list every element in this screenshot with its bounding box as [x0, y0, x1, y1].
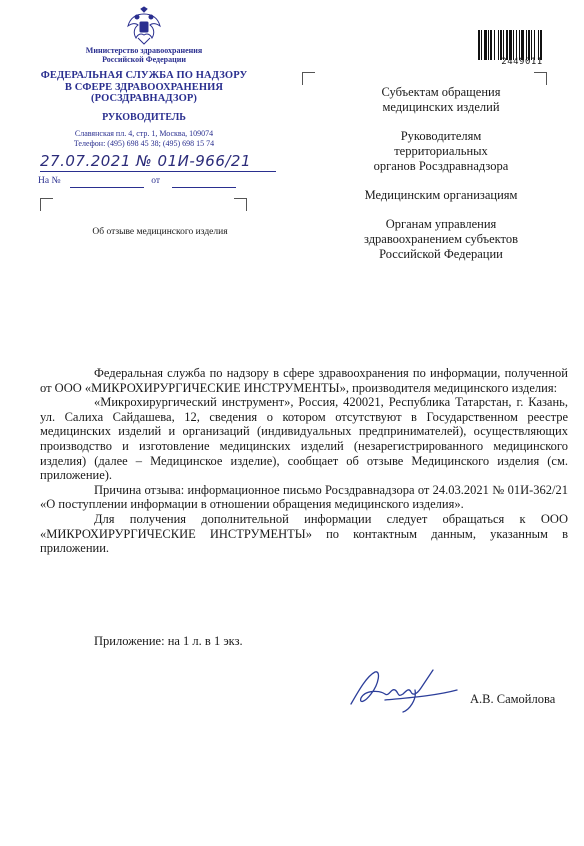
barcode-number: 2449011 — [501, 57, 543, 67]
corner-mark — [40, 198, 53, 211]
addressee-block: Руководителям территориальных органов Росздравнадзора — [373, 129, 509, 173]
barcode-icon — [478, 30, 566, 60]
service-name: ФЕДЕРАЛЬНАЯ СЛУЖБА ПО НАДЗОРУ В СФЕРЕ ЗДРАВООХРАНЕНИЯ (РОСЗДРАВНАДЗОР) — [40, 70, 248, 104]
addressee-block: Медицинским организациям — [364, 188, 518, 202]
addressee-block: Субъектам обращения медицинских изделий — [381, 85, 501, 114]
letter-body — [40, 366, 568, 556]
paragraph: Причина отзыва: информационное письмо Росздравнадзора от 24.03.2021 № 01И-362/21 «О поступлении информации в отношении обращения медицинского изделия». — [40, 482, 568, 512]
paragraph: Для получения дополнительной информации следует обращаться к ООО «МИКРОХИРУРГИЧЕСКИЕ ИНСТРУМЕНТЫ» по контактным данным, указанным в приложении. — [40, 511, 568, 556]
addressee-block: Органам управления здравоохранением субъектов Российской Федерации — [363, 217, 518, 261]
address: Славянская пл. 4, стр. 1, Москва, 109074 Телефон: (495) 698 45 38; (495) 698 15 74 — [73, 129, 215, 148]
reference-row — [38, 176, 160, 186]
handwritten-date-number: 27.07.2021 № 01И-966/21 — [40, 152, 252, 170]
head-title: РУКОВОДИТЕЛЬ — [102, 112, 186, 123]
reference-number-line — [70, 187, 144, 188]
ministry-name: Министерство здравоохранения Российской Федерации — [85, 46, 203, 64]
reference-date-line — [172, 187, 236, 188]
signature-icon — [345, 660, 465, 716]
addressees — [318, 85, 564, 276]
coat-of-arms-icon — [124, 6, 164, 46]
na-label: На № — [38, 176, 61, 186]
signer-name: А.В. Самойлова — [470, 692, 556, 706]
corner-mark — [534, 72, 547, 85]
paragraph: «Микрохирургический инструмент», Россия, 420021, Республика Татарстан, г. Казань, ул. Салиха Сайдашева, 12, сведения о котором отсутствуют в Государственном реестре медицинских изделий и организаций (индивидуальных предпринимателей), осуществляющих производство и изготовление медицинских изделий (незарегистрированного медицинского изделия) (далее – Медицинское изделие), сообщает об отзыве Медицинского изделия (см. приложение). — [40, 395, 568, 483]
ot-label: от — [151, 176, 161, 186]
paragraph: Федеральная служба по надзору в сфере здравоохранения по информации, полученной от ООО «МИКРОХИРУРГИЧЕСКИЕ ИНСТРУМЕНТЫ», производителя медицинского изделия: — [40, 366, 568, 395]
corner-mark — [234, 198, 247, 211]
subject-line: Об отзыве медицинского изделия — [92, 227, 228, 237]
date-underline — [40, 171, 276, 172]
corner-mark — [302, 72, 315, 85]
attachment-note: Приложение: на 1 л. в 1 экз. — [94, 634, 243, 648]
